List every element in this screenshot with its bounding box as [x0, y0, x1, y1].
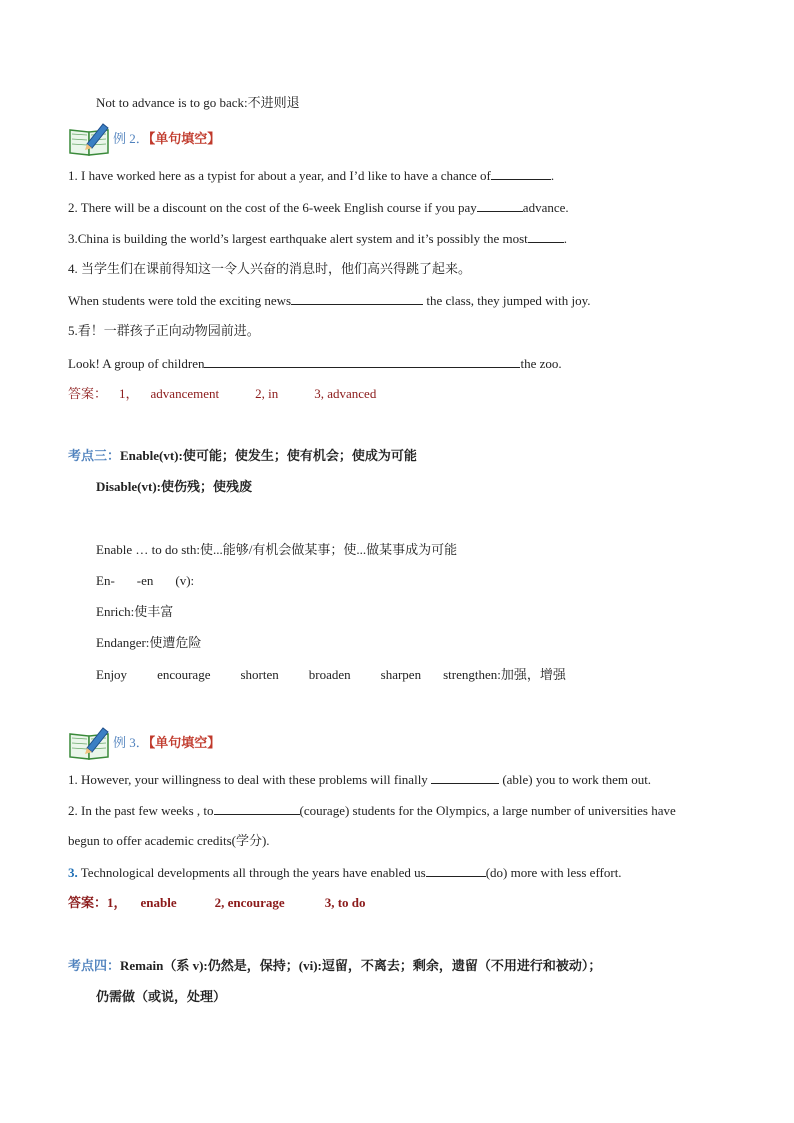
ex3-question-1: 1. However, your willingness to deal with these problems will finally (able) you to work them out.	[68, 772, 652, 787]
example2-label: 例 2．	[113, 131, 149, 146]
point3-endanger: Endanger:使遭危险	[96, 635, 202, 650]
point3-usage: Enable … to do sth:使...能够/有机会做某事；使...做某事成为可能	[96, 542, 458, 557]
ex2-question-5-chinese: 5.看！一群孩子正向动物园前进。	[68, 323, 260, 338]
answer-blank	[491, 166, 551, 180]
point3-enrich: Enrich:使丰富	[96, 604, 174, 619]
ex2-question-3: 3.China is building the world’s largest earthquake alert system and it’s possibly the most .	[68, 231, 568, 246]
example3-label: 例 3．	[113, 735, 149, 750]
point3-disable-line: Disable(vt):使伤残；使残废	[96, 479, 252, 494]
point4-label: 考点四：	[68, 958, 121, 973]
book-pencil-icon	[67, 724, 113, 760]
answer-blank	[426, 863, 486, 877]
ex2-question-5-english: Look! A group of children the zoo.	[68, 356, 562, 371]
point3-word-list: Enjoy encourage shorten broaden sharpen strengthen:加强，增强	[96, 667, 566, 682]
point4-line-2: 仍需做（或说，处理）	[96, 989, 227, 1004]
ex3-answer: 答案：1， enable 2, encourage 3, to do	[68, 895, 366, 910]
ex2-question-2: 2. There will be a discount on the cost of the 6-week English course if you pay advance.	[68, 200, 569, 215]
answer-blank	[214, 801, 300, 815]
ex3-question-2-continued: begun to offer academic credits(学分).	[68, 833, 270, 848]
point3-label: 考点三：	[68, 448, 121, 463]
intro-line: Not to advance is to go back:不进则退	[96, 95, 300, 110]
answer-blank	[528, 229, 564, 243]
answer-blank	[477, 198, 523, 212]
ex2-question-4-chinese: 4. 当学生们在课前得知这一令人兴奋的消息时，他们高兴得跳了起来。	[68, 261, 472, 276]
example2-tag: 【单句填空】	[148, 131, 221, 146]
ex2-answer: 答案： 1， advancement 2, in 3, advanced	[68, 386, 377, 401]
example2-title	[113, 130, 220, 148]
answer-blank	[204, 354, 520, 368]
example3-tag: 【单句填空】	[148, 735, 221, 750]
ex3-question-3: 3. Technological developments all through the years have enabled us (do) more with less effort.	[68, 865, 622, 880]
answer-blank	[291, 291, 423, 305]
example3-title	[113, 734, 220, 752]
point3-prefix-line: En- -en (v):	[96, 573, 195, 588]
point4-heading: 考点四：Remain（系 v):仍然是，保持；(vi):逗留，不离去；剩余，遗留（不用进行和被动）；	[68, 958, 602, 973]
answer-blank	[431, 770, 499, 784]
ex2-question-1: 1. I have worked here as a typist for about a year, and I’d like to have a chance of .	[68, 168, 555, 183]
ex2-question-4-english: When students were told the exciting news the class, they jumped with joy.	[68, 293, 591, 308]
book-pencil-icon	[67, 120, 113, 156]
point3-heading: 考点三：Enable(vt):使可能；使发生；使有机会；使成为可能	[68, 448, 417, 463]
ex3-question-2: 2. In the past few weeks , to (courage) students for the Olympics, a large number of universities have	[68, 803, 676, 818]
